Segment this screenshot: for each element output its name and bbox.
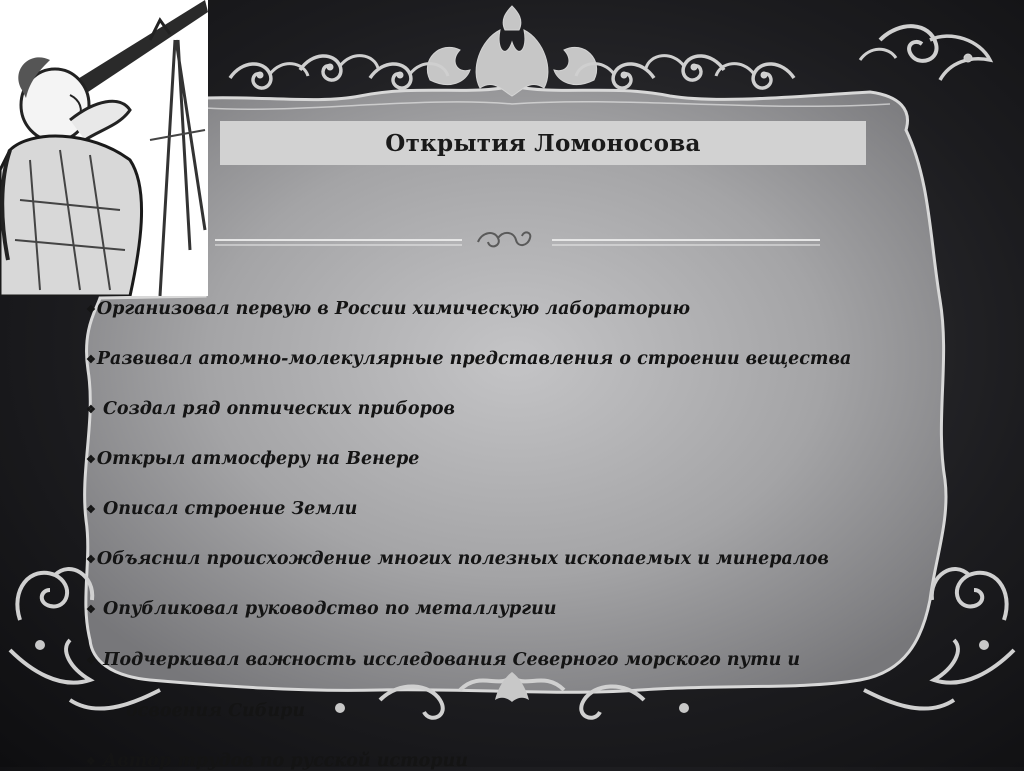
bullet-marker-icon: ❖ xyxy=(86,353,96,366)
bullet-marker-icon: ❖ xyxy=(86,303,96,316)
bullet-marker-icon: ❖ xyxy=(86,503,96,516)
bullet-item: ❖Организовал первую в России химическую лабораторию xyxy=(86,299,690,319)
bullet-marker-icon: ❖ xyxy=(86,755,96,768)
astronomer-illustration xyxy=(0,0,208,296)
title-bar xyxy=(220,121,866,165)
bullet-item: ❖ Автор трудов по русской истории xyxy=(86,751,468,771)
top-ornament xyxy=(230,6,990,96)
telescope-engraving-image xyxy=(0,0,208,296)
bullet-marker-icon: ❖ xyxy=(86,453,96,466)
bullet-marker-icon: ❖ xyxy=(86,553,96,566)
bullet-marker-icon: ❖ xyxy=(86,654,96,667)
bullet-item: ❖Развивал атомно-молекулярные представления о строении вещества xyxy=(86,349,852,369)
bullet-item: ❖Объяснил происхождение многих полезных ископаемых и минералов xyxy=(86,549,829,569)
bullet-item: ❖Открыл атмосферу на Венере xyxy=(86,449,420,469)
bullet-item: ❖ Создал ряд оптических приборов xyxy=(86,399,455,419)
bullet-item: ❖ Подчеркивал важность исследования Северного морского пути и xyxy=(86,650,801,670)
bullet-marker-icon: ❖ xyxy=(86,603,96,616)
bullet-item-continuation: освоения Сибири xyxy=(126,701,306,721)
bullet-marker-icon: ❖ xyxy=(86,403,96,416)
bullet-item: ❖ Опубликовал руководство по металлургии xyxy=(86,599,557,619)
bullet-item: ❖ Описал строение Земли xyxy=(86,499,358,519)
slide-title: Открытия Ломоносова xyxy=(385,129,701,157)
